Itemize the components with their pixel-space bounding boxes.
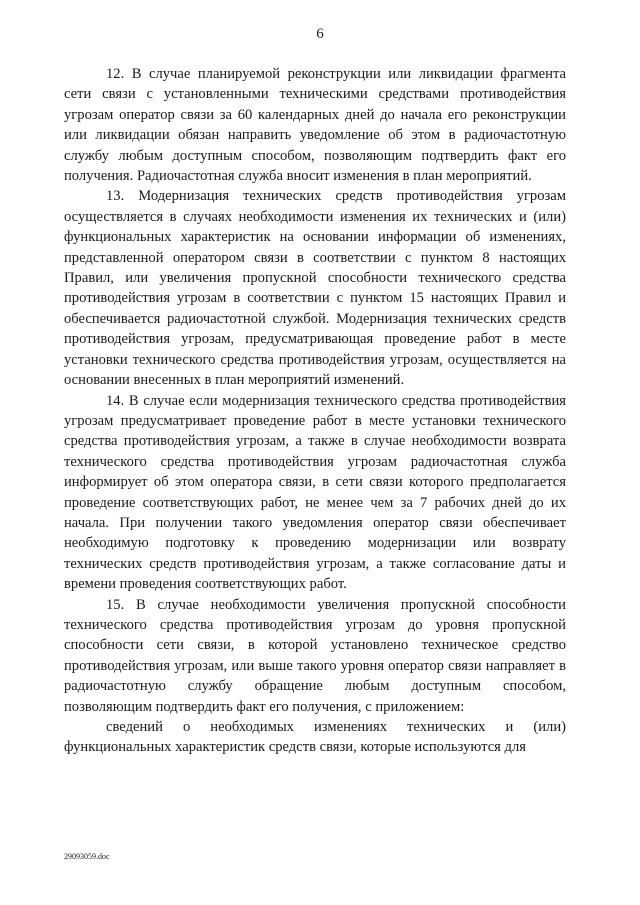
file-name-footer: 29093059.doc	[64, 852, 110, 861]
document-body	[64, 64, 566, 758]
paragraph-15: 15. В случае необходимости увеличения пропускной способности технического средства противодействия угрозам до уровня пропускной способности сети связи, в которой установлено техническое средство противодействия угрозам, или выше такого уровня оператор связи направляет в радиочастотную службу обращение любым доступным способом, позволяющим подтвердить факт его получения, с приложением:	[64, 596, 566, 715]
paragraph-12: 12. В случае планируемой реконструкции или ликвидации фрагмента сети связи с установленными техническими средствами противодействия угрозам оператор связи за 60 календарных дней до начала его реконструкции или ликвидации обязан направить уведомление об этом в радиочастотную службу любым доступным способом, позволяющим подтвердить факт его получения. Радиочастотная служба вносит изменения в план мероприятий.	[64, 66, 566, 185]
page-number: 6	[316, 26, 324, 42]
paragraph-13: 13. Модернизация технических средств противодействия угрозам осуществляется в случаях необходимости изменения их технических и (или) функциональных характеристик на основании информации об изменениях, представленной оператором связи в соответствии с пунктом 8 настоящих Правил, или увеличения пропускной способности технического средства противодействия угрозам в соответствии с пунктом 15 настоящих Правил и обеспечивается радиочастотной службой. Модернизация технических средств противодействия угрозам, предусматривающая проведение работ в месте установки технического средства противодействия угрозам, осуществляется на основании внесенных в план мероприятий изменений.	[64, 188, 566, 389]
paragraph-14: 14. В случае если модернизация технического средства противодействия угрозам предусматривает проведение работ в месте установки технического средства противодействия угрозам, а также в случае необходимости возврата технического средства противодействия угрозам радиочастотная служба информирует об этом оператора связи, в сети связи которого предполагается проведение соответствующих работ, не менее чем за 7 рабочих дней до их начала. При получении такого уведомления оператор связи обеспечивает необходимую подготовку к проведению модернизации или возврату технических средств противодействия угрозам, а также согласование даты и времени проведения соответствующих работ.	[64, 392, 566, 593]
paragraph-15-item: сведений о необходимых изменениях технических и (или) функциональных характеристик средств связи, которые используются для	[64, 719, 566, 756]
